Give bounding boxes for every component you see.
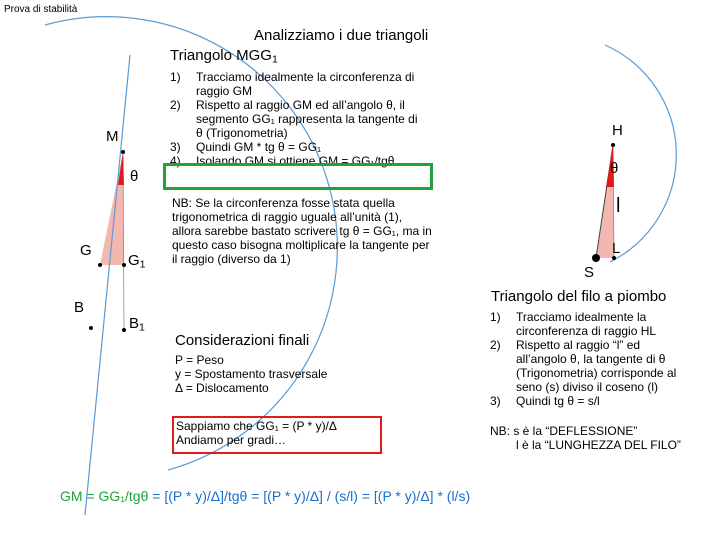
point-g1 bbox=[122, 263, 126, 267]
label-l-lower: l bbox=[616, 195, 621, 217]
point-b1 bbox=[122, 328, 126, 332]
final-title: Considerazioni finali bbox=[175, 332, 310, 349]
right-title: Triangolo del filo a piombo bbox=[491, 288, 667, 305]
label-g1: $G_1$ bbox=[128, 252, 146, 271]
label-b1: $B_1$ bbox=[129, 315, 145, 334]
final-formula bbox=[60, 488, 470, 504]
left-step: 2) Rispetto al raggio GM ed all’angolo θ, il segmento GG₁ rappresenta la tangente di θ (Trigonometria) bbox=[170, 98, 418, 140]
definition-item: P = Peso bbox=[175, 353, 224, 367]
label-theta-left: θ bbox=[130, 168, 139, 185]
left-step: 1) Tracciamo idealmente la circonferenza di raggio GM bbox=[170, 70, 415, 98]
left-title: Analizziamo i due triangoli bbox=[254, 27, 429, 44]
left-step: 3) Quindi GM * tg θ = GG₁ bbox=[170, 140, 322, 154]
point-h bbox=[611, 143, 615, 147]
right-nb-line1: NB: s è la “DEFLESSIONE” bbox=[490, 424, 638, 438]
info-box-text: Sappiamo che GG₁ = (P * y)/Δ Andiamo per gradi… bbox=[176, 419, 337, 447]
definitions-list bbox=[175, 353, 327, 395]
left-step: 4) Isolando GM si ottiene GM = GG₁/tgθ bbox=[170, 154, 395, 168]
right-circle-arc bbox=[605, 45, 676, 262]
point-b bbox=[89, 326, 93, 330]
right-step: 3) Quindi tg θ = s/l bbox=[490, 394, 600, 408]
left-triangle bbox=[100, 152, 124, 265]
formula-green-part: GM = GG₁/tgθ bbox=[60, 488, 149, 504]
right-nb-line2: l è la “LUNGHEZZA DEL FILO” bbox=[516, 438, 681, 452]
label-s: S bbox=[584, 264, 595, 281]
result-highlight-box bbox=[163, 163, 433, 190]
left-axis-line bbox=[85, 55, 130, 515]
triangle-mgg1-title: Triangolo $MGG_1$ bbox=[170, 47, 278, 66]
label-m: M bbox=[106, 128, 119, 145]
right-step: 1) Tracciamo idealmente la circonferenza di raggio HL bbox=[490, 310, 657, 338]
label-l-upper: L bbox=[612, 240, 621, 257]
point-m bbox=[121, 150, 125, 154]
slide-label: Prova di stabilità bbox=[4, 4, 78, 15]
formula-blue-part: = [(P * y)/Δ]/tgθ = [(P * y)/Δ] / (s/l) = [(P * y)/Δ] * (l/s) bbox=[148, 488, 471, 504]
definition-item: Δ = Dislocamento bbox=[175, 381, 269, 395]
left-steps-list bbox=[170, 70, 425, 168]
definition-item: y = Spostamento trasversale bbox=[175, 367, 328, 381]
label-theta-right: θ bbox=[610, 160, 619, 177]
label-b: B bbox=[74, 299, 85, 316]
right-steps-list bbox=[490, 310, 685, 408]
label-h: H bbox=[612, 122, 623, 139]
point-g bbox=[98, 263, 102, 267]
right-step: 2) Rispetto al raggio “l” ed all’angolo θ, la tangente di θ (Trigonometria) corrisponde al seno (s) diviso il coseno (l) bbox=[490, 338, 677, 394]
left-note: NB: Se la circonferenza fosse stata quella trigonometrica di raggio uguale all’unità (1), allora sarebbe bastato scrivere tg θ = GG₁, ma in questo caso bisogna moltiplicare la tangente per il raggio (diverso da 1) bbox=[172, 196, 432, 266]
point-s bbox=[592, 254, 600, 262]
label-g: G bbox=[80, 242, 92, 259]
